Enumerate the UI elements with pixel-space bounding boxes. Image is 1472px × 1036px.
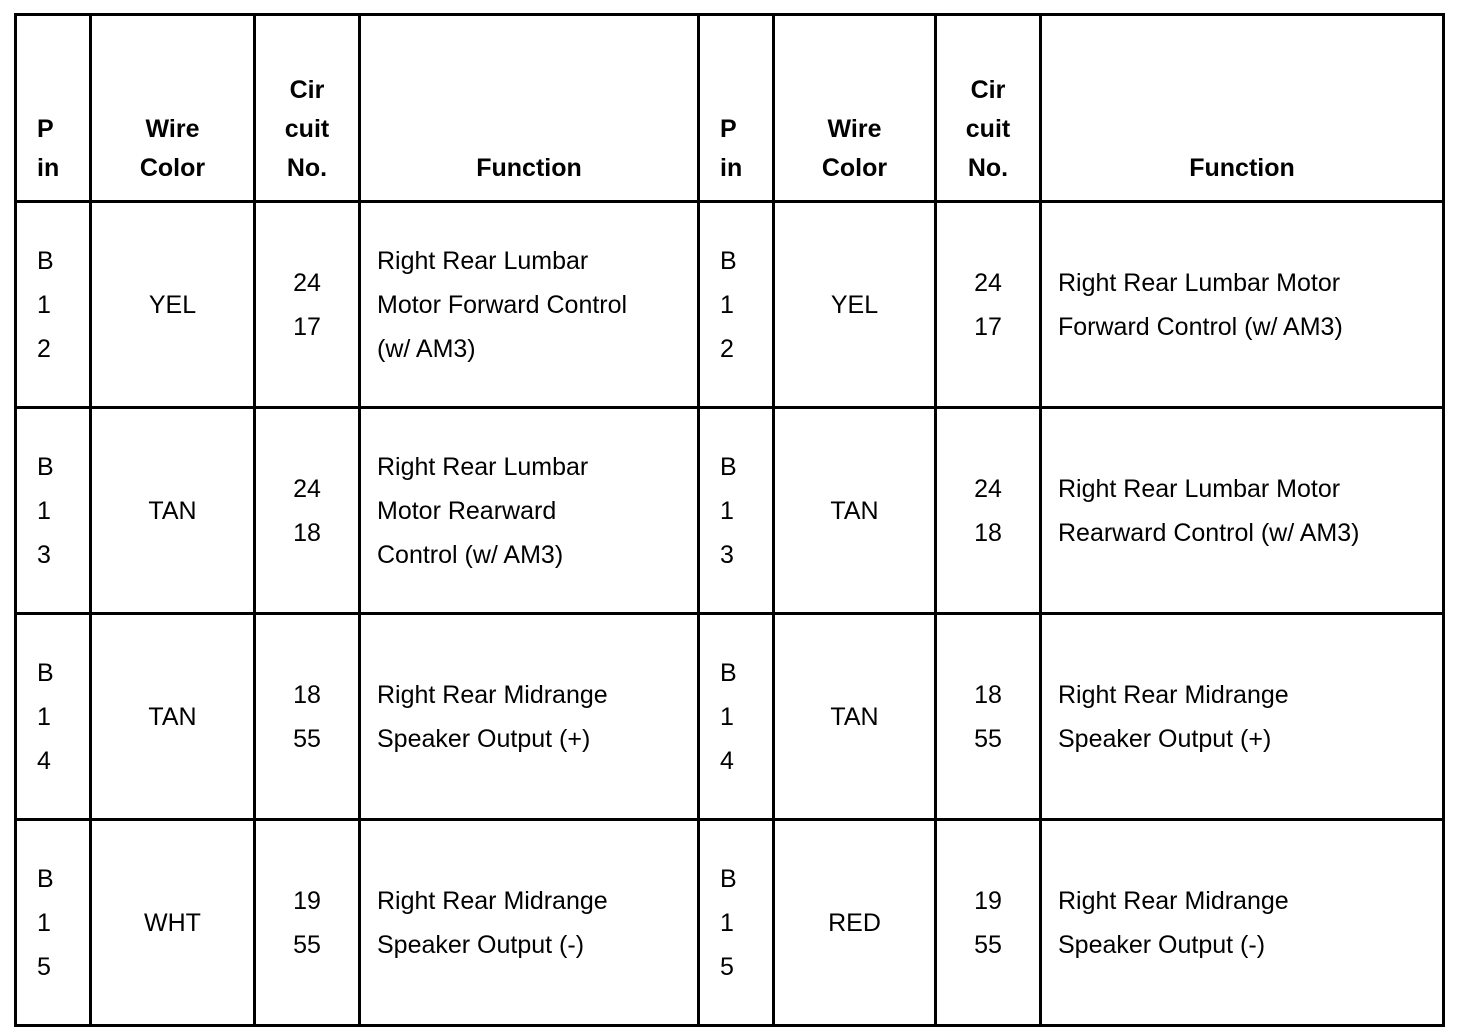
table-row bbox=[16, 408, 1444, 614]
function-cell: Right Rear Lumbar Motor Rearward Control (w/ AM3) bbox=[360, 408, 699, 614]
pin-cell: B 1 2 bbox=[16, 202, 91, 408]
wire-color-cell: TAN bbox=[774, 614, 936, 820]
pin-cell: B 1 5 bbox=[699, 820, 774, 1026]
wire-color-cell: TAN bbox=[91, 614, 255, 820]
function-cell: Right Rear Lumbar Motor Forward Control (w/ AM3) bbox=[360, 202, 699, 408]
pin-cell: B 1 5 bbox=[16, 820, 91, 1026]
table-row bbox=[16, 614, 1444, 820]
circuit-cell: 19 55 bbox=[255, 820, 360, 1026]
connector-pinout-table bbox=[14, 13, 1445, 1027]
pin-cell: B 1 2 bbox=[699, 202, 774, 408]
header-wire-color: Wire Color bbox=[91, 15, 255, 202]
wire-color-cell: WHT bbox=[91, 820, 255, 1026]
header-wire-color: Wire Color bbox=[774, 15, 936, 202]
wire-color-cell: RED bbox=[774, 820, 936, 1026]
function-cell: Right Rear Midrange Speaker Output (-) bbox=[360, 820, 699, 1026]
circuit-cell: 24 18 bbox=[936, 408, 1041, 614]
function-cell: Right Rear Midrange Speaker Output (-) bbox=[1041, 820, 1444, 1026]
circuit-cell: 24 17 bbox=[255, 202, 360, 408]
wire-color-cell: YEL bbox=[91, 202, 255, 408]
function-cell: Right Rear Lumbar Motor Rearward Control (w/ AM3) bbox=[1041, 408, 1444, 614]
circuit-cell: 18 55 bbox=[255, 614, 360, 820]
header-circuit-no: Cir cuit No. bbox=[936, 15, 1041, 202]
function-cell: Right Rear Midrange Speaker Output (+) bbox=[360, 614, 699, 820]
function-cell: Right Rear Lumbar Motor Forward Control (w/ AM3) bbox=[1041, 202, 1444, 408]
header-pin: P in bbox=[16, 15, 91, 202]
circuit-cell: 18 55 bbox=[936, 614, 1041, 820]
wire-color-cell: TAN bbox=[91, 408, 255, 614]
table-header-row bbox=[16, 15, 1444, 202]
circuit-cell: 19 55 bbox=[936, 820, 1041, 1026]
pin-cell: B 1 4 bbox=[16, 614, 91, 820]
wire-color-cell: TAN bbox=[774, 408, 936, 614]
header-pin: P in bbox=[699, 15, 774, 202]
table-row bbox=[16, 820, 1444, 1026]
wire-color-cell: YEL bbox=[774, 202, 936, 408]
function-cell: Right Rear Midrange Speaker Output (+) bbox=[1041, 614, 1444, 820]
pin-cell: B 1 3 bbox=[16, 408, 91, 614]
circuit-cell: 24 18 bbox=[255, 408, 360, 614]
pin-cell: B 1 3 bbox=[699, 408, 774, 614]
header-function: Function bbox=[1041, 15, 1444, 202]
pin-cell: B 1 4 bbox=[699, 614, 774, 820]
circuit-cell: 24 17 bbox=[936, 202, 1041, 408]
header-circuit-no: Cir cuit No. bbox=[255, 15, 360, 202]
header-function: Function bbox=[360, 15, 699, 202]
table-row bbox=[16, 202, 1444, 408]
